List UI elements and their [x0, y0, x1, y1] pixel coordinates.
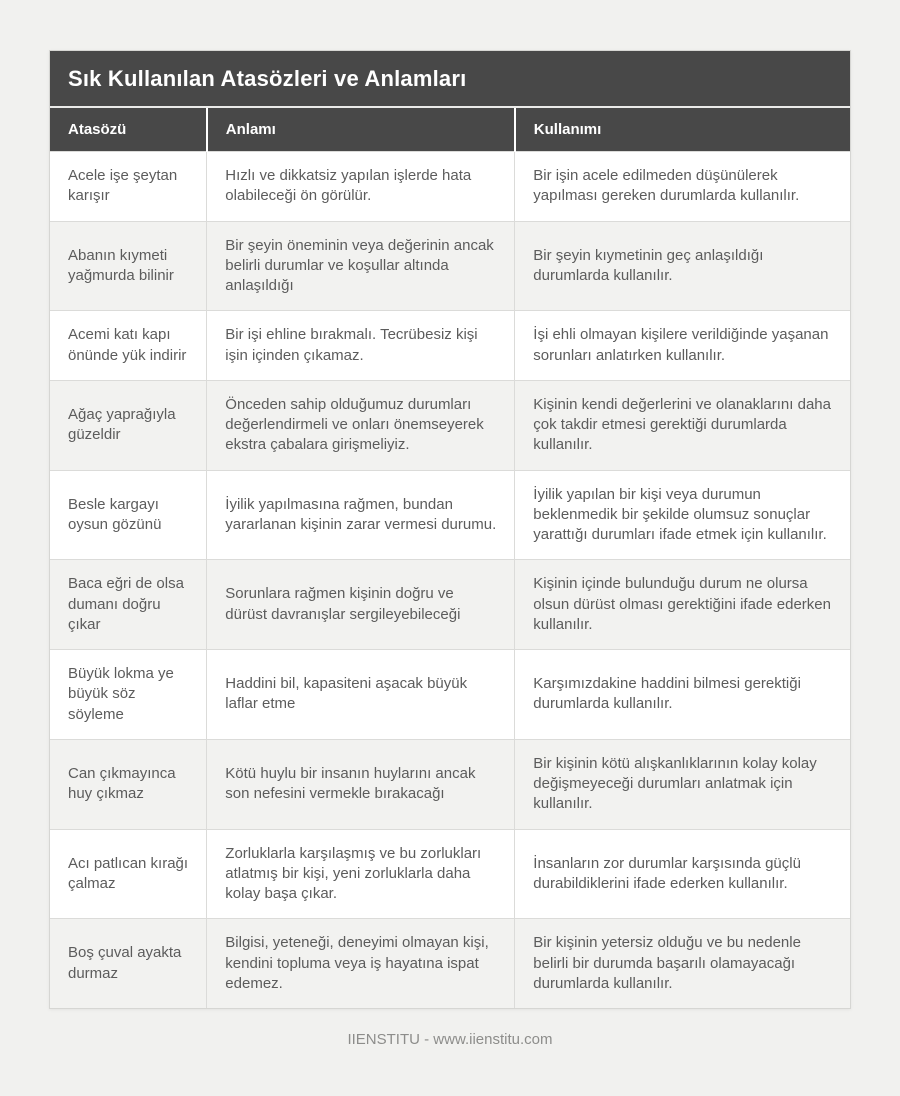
cell-proverb: Besle kargayı oysun gözünü: [50, 470, 207, 560]
cell-proverb: Acemi katı kapı önünde yük indirir: [50, 311, 207, 381]
cell-usage: İşi ehli olmayan kişilere verildiğinde yaşanan sorunları anlatırken kullanılır.: [515, 311, 850, 381]
cell-usage: İyilik yapılan bir kişi veya durumun beklenmedik bir şekilde olumsuz sonuçlar yarattığı durumları ifade etmek için kullanılır.: [515, 470, 850, 560]
cell-meaning: Bilgisi, yeteneği, deneyimi olmayan kişi, kendini topluma veya iş hayatına ispat edemez.: [207, 919, 515, 1008]
cell-meaning: Önceden sahip olduğumuz durumları değerlendirmeli ve onları önemseyerek ekstra çabalara girişmeliyiz.: [207, 380, 515, 470]
table-row: [50, 560, 850, 650]
cell-usage: Kişinin kendi değerlerini ve olanaklarını daha çok takdir etmesi gerektiği durumlarda kullanılır.: [515, 380, 850, 470]
cell-usage: Bir kişinin yetersiz olduğu ve bu nedenle belirli bir durumda başarılı olamayacağı durumlarda kullanılır.: [515, 919, 850, 1008]
cell-usage: Bir şeyin kıymetinin geç anlaşıldığı durumlarda kullanılır.: [515, 221, 850, 311]
cell-usage: Bir işin acele edilmeden düşünülerek yapılması gereken durumlarda kullanılır.: [515, 152, 850, 222]
cell-proverb: Abanın kıymeti yağmurda bilinir: [50, 221, 207, 311]
table-row: [50, 152, 850, 222]
footer-text: IIENSTITU - www.iienstitu.com: [347, 1031, 553, 1048]
cell-proverb: Acı patlıcan kırağı çalmaz: [50, 829, 207, 919]
column-header-proverb: Atasözü: [50, 107, 207, 152]
cell-proverb: Can çıkmayınca huy çıkmaz: [50, 739, 207, 829]
cell-meaning: Hızlı ve dikkatsiz yapılan işlerde hata olabileceği ön görülür.: [207, 152, 515, 222]
cell-meaning: Haddini bil, kapasiteni aşacak büyük laflar etme: [207, 650, 515, 740]
table-header: [50, 107, 850, 152]
cell-proverb: Boş çuval ayakta durmaz: [50, 919, 207, 1008]
cell-meaning: Bir işi ehline bırakmalı. Tecrübesiz kişi işin içinden çıkamaz.: [207, 311, 515, 381]
table-body: [50, 152, 850, 1009]
cell-usage: Bir kişinin kötü alışkanlıklarının kolay kolay değişmeyeceği durumları anlatmak için kullanılır.: [515, 739, 850, 829]
cell-meaning: Bir şeyin öneminin veya değerinin ancak belirli durumlar ve koşullar altında anlaşıldığı: [207, 221, 515, 311]
cell-usage: Kişinin içinde bulunduğu durum ne olursa olsun dürüst olması gerektiğini ifade ederken kullanılır.: [515, 560, 850, 650]
table-row: [50, 221, 850, 311]
table-row: [50, 311, 850, 381]
cell-usage: İnsanların zor durumlar karşısında güçlü durabildiklerini ifade ederken kullanılır.: [515, 829, 850, 919]
table-header-row: [50, 107, 850, 152]
cell-proverb: Acele işe şeytan karışır: [50, 152, 207, 222]
cell-meaning: İyilik yapılmasına rağmen, bundan yararlanan kişinin zarar vermesi durumu.: [207, 470, 515, 560]
proverbs-table: [50, 106, 850, 1008]
column-header-usage: Kullanımı: [515, 107, 850, 152]
table-row: [50, 829, 850, 919]
table-row: [50, 919, 850, 1008]
cell-proverb: Baca eğri de olsa dumanı doğru çıkar: [50, 560, 207, 650]
table-row: [50, 470, 850, 560]
cell-meaning: Kötü huylu bir insanın huylarını ancak son nefesini vermekle bırakacağı: [207, 739, 515, 829]
proverbs-card: [49, 50, 851, 1009]
cell-proverb: Büyük lokma ye büyük söz söyleme: [50, 650, 207, 740]
cell-meaning: Sorunlara rağmen kişinin doğru ve dürüst davranışlar sergileyebileceği: [207, 560, 515, 650]
table-row: [50, 739, 850, 829]
page-title: Sık Kullanılan Atasözleri ve Anlamları: [50, 51, 850, 106]
cell-usage: Karşımızdakine haddini bilmesi gerektiği durumlarda kullanılır.: [515, 650, 850, 740]
column-header-meaning: Anlamı: [207, 107, 515, 152]
cell-meaning: Zorluklarla karşılaşmış ve bu zorlukları atlatmış bir kişi, yeni zorluklarla daha kolay başa çıkar.: [207, 829, 515, 919]
table-row: [50, 380, 850, 470]
table-row: [50, 650, 850, 740]
cell-proverb: Ağaç yaprağıyla güzeldir: [50, 380, 207, 470]
